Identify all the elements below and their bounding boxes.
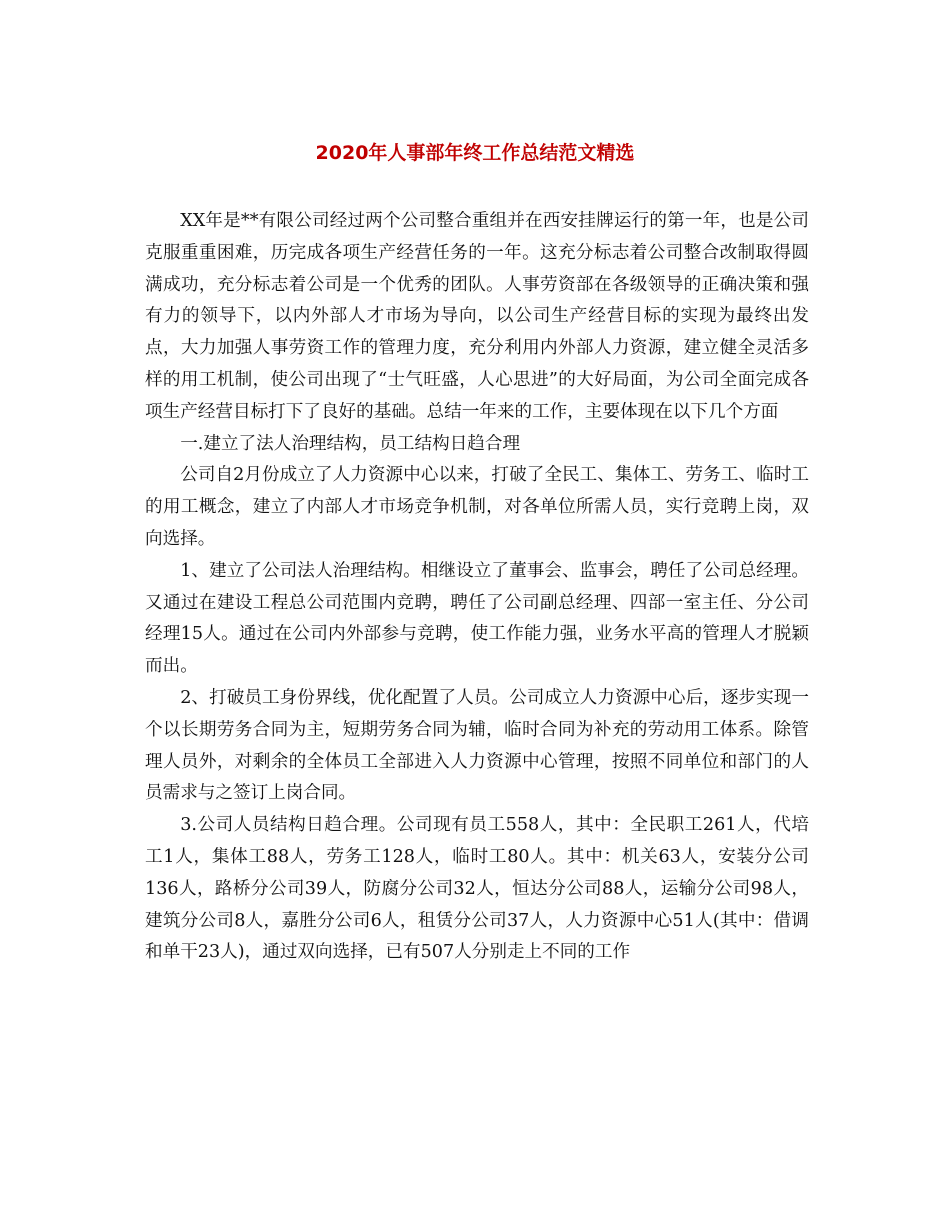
paragraph-intro: XX年是**有限公司经过两个公司整合重组并在西安挂牌运行的第一年，也是公司克服重重困难，历完成各项生产经营任务的一年。这充分标志着公司整合改制取得圆满成功，充分标志着公司是一个优秀的团队。人事劳资部在各级领导的正确决策和强有力的领导下，以内外部人才市场为导向，以公司生产经营目标的实现为最终出发点，大力加强人事劳资工作的管理力度，充分利用内外部人力资源，建立健全灵活多样的用工机制，使公司出现了“士气旺盛，人心思进”的大好局面，为公司全面完成各项生产经营目标打下了良好的基础。总结一年来的工作，主要体现在以下几个方面 — [145, 211, 809, 422]
document-body — [145, 206, 809, 969]
paragraph-item-1: 1、建立了公司法人治理结构。相继设立了董事会、监事会，聘任了公司总经理。又通过在建设工程总公司范围内竞聘，聘任了公司副总经理、四部一室主任、分公司经理15人。通过在公司内外部参与竞聘，使工作能力强，业务水平高的管理人才脱颖而出。 — [145, 560, 809, 677]
section-heading-1: 一.建立了法人治理结构，员工结构日趋合理 — [180, 433, 521, 454]
paragraph-item-3: 3.公司人员结构日趋合理。公司现有员工558人，其中：全民职工261人，代培工1人，集体工88人，劳务工128人，临时工80人。其中：机关63人，安装分公司136人，路桥分公司39人，防腐分公司32人，恒达分公司88人，运输分公司98人，建筑分公司8人，嘉胜分公司6人，租赁分公司37人，人力资源中心51人(其中：借调和单干23人)，通过双向选择，已有507人分别走上不同的工作 — [145, 815, 809, 963]
paragraph-item-2: 2、打破员工身份界线，优化配置了人员。公司成立人力资源中心后，逐步实现一个以长期劳务合同为主，短期劳务合同为辅，临时合同为补充的劳动用工体系。除管理人员外，对剩余的全体员工全部进入人力资源中心管理，按照不同单位和部门的人员需求与之签订上岗合同。 — [145, 687, 809, 804]
document-title: 2020年人事部年终工作总结范文精选 — [315, 142, 635, 164]
paragraph-hr-center: 公司自2月份成立了人力资源中心以来，打破了全民工、集体工、劳务工、临时工的用工概念，建立了内部人才市场竞争机制，对各单位所需人员，实行竞聘上岗，双向选择。 — [145, 465, 809, 549]
